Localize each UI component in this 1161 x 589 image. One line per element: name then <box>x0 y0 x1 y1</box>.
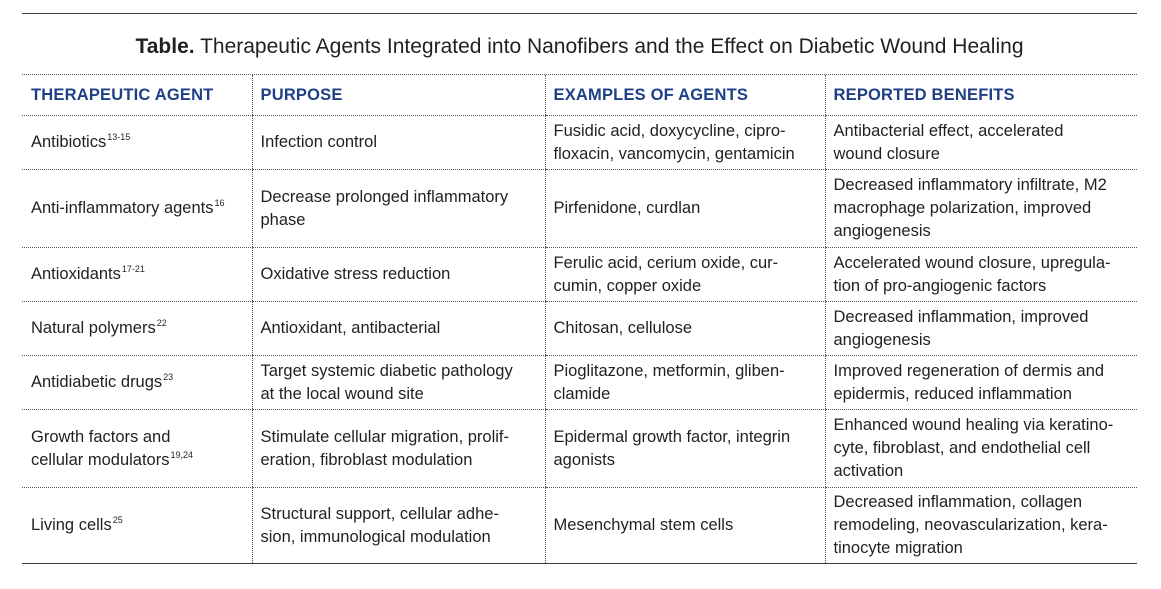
purpose-cell-line: Stimulate cellular migration, prolif- <box>260 427 510 446</box>
examples-cell <box>545 248 825 302</box>
table-body <box>22 116 1137 564</box>
purpose-cell <box>252 410 545 488</box>
agent-cell <box>22 302 252 356</box>
agent-cell <box>22 248 252 302</box>
purpose-cell <box>252 488 545 564</box>
examples-cell-line: Pioglitazone, metformin, gliben- <box>553 361 785 380</box>
examples-cell-line: clamide <box>553 384 611 403</box>
agent-cell-line: Antibiotics$^{13-15}$ <box>31 132 131 151</box>
benefits-cell-line: Decreased inflammatory infiltrate, M2 <box>833 176 1107 194</box>
purpose-cell-line: Infection control <box>260 133 377 151</box>
purpose-cell-line: Structural support, cellular adhe- <box>260 504 499 523</box>
table-row <box>22 410 1137 488</box>
table-row <box>22 302 1137 356</box>
purpose-cell-line: Oxidative stress reduction <box>260 265 451 283</box>
agent-cell <box>22 116 252 170</box>
purpose-cell <box>252 170 545 248</box>
benefits-cell <box>825 248 1137 302</box>
reference-superscript: 23 <box>163 372 174 382</box>
purpose-cell-line: phase <box>260 210 306 229</box>
benefits-cell-line: remodeling, neovascularization, kera- <box>833 516 1108 534</box>
benefits-cell-line: wound closure <box>833 144 940 163</box>
benefits-cell-line: Accelerated wound closure, upregula- <box>833 253 1111 272</box>
benefits-cell <box>825 488 1137 564</box>
table-row <box>22 170 1137 248</box>
benefits-cell-line: cyte, fibroblast, and endothelial cell <box>833 439 1091 457</box>
agent-cell <box>22 488 252 564</box>
examples-cell <box>545 116 825 170</box>
agent-cell <box>22 170 252 248</box>
reference-superscript: 16 <box>214 198 225 208</box>
agent-cell-line: Natural polymers$^{22}$ <box>31 318 167 337</box>
header-therapeutic-agent: THERAPEUTIC AGENT <box>22 75 252 116</box>
benefits-cell <box>825 116 1137 170</box>
examples-cell-line: Pirfenidone, curdlan <box>553 199 701 217</box>
table-row <box>22 116 1137 170</box>
purpose-cell-line: eration, fibroblast modulation <box>260 450 473 469</box>
benefits-cell-line: Antibacterial effect, accelerated <box>833 121 1064 140</box>
purpose-cell-line: at the local wound site <box>260 384 424 403</box>
agent-cell-line: cellular modulators$^{19,24}$ <box>31 449 194 469</box>
agents-table <box>22 75 1137 564</box>
benefits-cell-line: Decreased inflammation, improved <box>833 307 1089 326</box>
benefits-cell <box>825 356 1137 410</box>
header-purpose: PURPOSE <box>252 75 545 116</box>
reference-superscript: 13-15 <box>107 132 131 142</box>
benefits-cell-line: tinocyte migration <box>833 539 963 557</box>
examples-cell-line: Ferulic acid, cerium oxide, cur- <box>553 253 779 272</box>
agent-cell-line: Antioxidants$^{17-21}$ <box>31 264 145 283</box>
purpose-cell-line: Decrease prolonged inflammatory <box>260 187 509 206</box>
agent-cell-line: Living cells$^{25}$ <box>31 515 123 534</box>
header-row <box>22 75 1137 116</box>
purpose-cell <box>252 248 545 302</box>
benefits-cell-line: angiogenesis <box>833 330 931 349</box>
benefits-cell-line: Decreased inflammation, collagen <box>833 493 1083 511</box>
purpose-cell <box>252 356 545 410</box>
examples-cell <box>545 170 825 248</box>
examples-cell-line: cumin, copper oxide <box>553 276 702 295</box>
examples-cell-line: agonists <box>553 450 615 469</box>
benefits-cell-line: Improved regeneration of dermis and <box>833 361 1105 380</box>
header-benefits: REPORTED BENEFITS <box>825 75 1137 116</box>
table-row <box>22 248 1137 302</box>
benefits-cell <box>825 170 1137 248</box>
table-row <box>22 356 1137 410</box>
table-title-prefix: Table. <box>135 35 195 58</box>
benefits-cell <box>825 410 1137 488</box>
examples-cell <box>545 302 825 356</box>
reference-superscript: 19,24 <box>170 449 194 460</box>
examples-cell-line: Epidermal growth factor, integrin <box>553 427 791 446</box>
benefits-cell-line: tion of pro-angiogenic factors <box>833 276 1047 295</box>
examples-cell <box>545 410 825 488</box>
table-title <box>22 14 1137 75</box>
reference-superscript: 22 <box>156 318 167 328</box>
purpose-cell <box>252 116 545 170</box>
examples-cell-line: Mesenchymal stem cells <box>553 516 734 534</box>
benefits-cell-line: Enhanced wound healing via keratino- <box>833 416 1114 434</box>
purpose-cell <box>252 302 545 356</box>
benefits-cell-line: macrophage polarization, improved <box>833 199 1092 217</box>
examples-cell-line: Fusidic acid, doxycycline, cipro- <box>553 121 786 140</box>
purpose-cell-line: Antioxidant, antibacterial <box>260 319 441 337</box>
table-row <box>22 488 1137 564</box>
table-title-text: Therapeutic Agents Integrated into Nanofibers and the Effect on Diabetic Wound Healing <box>200 35 1024 58</box>
examples-cell-line: floxacin, vancomycin, gentamicin <box>553 144 795 163</box>
reference-superscript: 17-21 <box>121 264 145 274</box>
benefits-cell-line: epidermis, reduced inflammation <box>833 384 1072 403</box>
purpose-cell-line: sion, immunological modulation <box>260 527 491 546</box>
agent-cell <box>22 356 252 410</box>
agent-cell <box>22 410 252 488</box>
benefits-cell-line: angiogenesis <box>833 222 931 240</box>
examples-cell <box>545 488 825 564</box>
agent-cell-line: Growth factors and <box>31 427 171 446</box>
benefits-cell <box>825 302 1137 356</box>
reference-superscript: 25 <box>112 515 123 525</box>
header-examples: EXAMPLES OF AGENTS <box>545 75 825 116</box>
table-frame <box>22 13 1137 564</box>
examples-cell <box>545 356 825 410</box>
purpose-cell-line: Target systemic diabetic pathology <box>260 361 513 380</box>
agent-cell-line: Antidiabetic drugs$^{23}$ <box>31 372 174 391</box>
examples-cell-line: Chitosan, cellulose <box>553 319 692 337</box>
agent-cell-line: Anti-inflammatory agents$^{16}$ <box>31 198 225 217</box>
benefits-cell-line: activation <box>833 462 904 480</box>
